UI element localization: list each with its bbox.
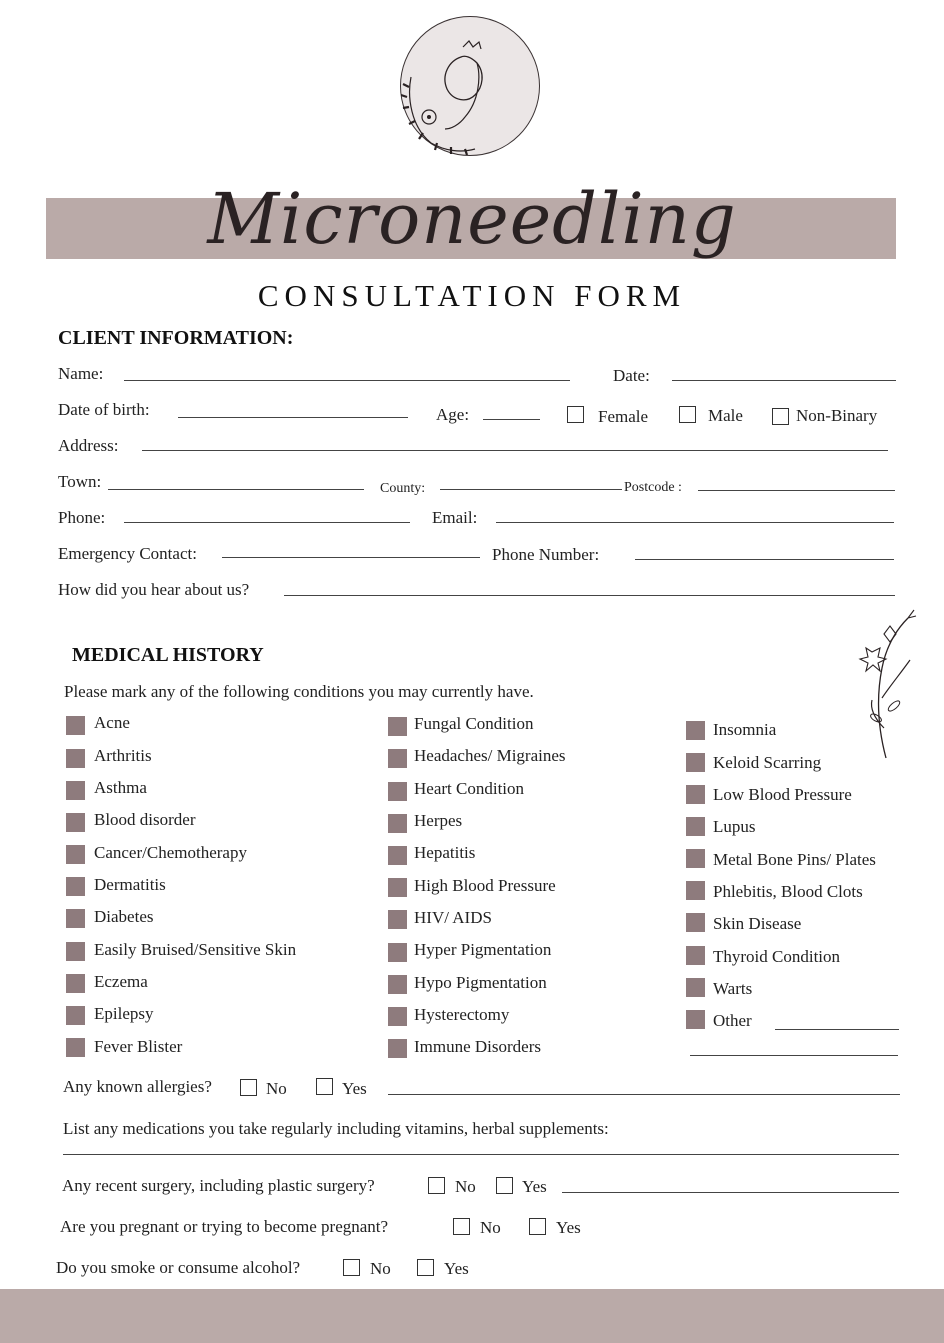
condition-label: Insomnia (713, 720, 777, 739)
condition-marker[interactable] (686, 753, 705, 772)
email-field[interactable] (496, 522, 894, 523)
condition-marker[interactable] (686, 913, 705, 932)
male-label: Male (708, 406, 743, 425)
age-field[interactable] (483, 419, 540, 420)
emergency-contact-label: Emergency Contact: (58, 544, 197, 563)
condition-marker[interactable] (66, 877, 85, 896)
form-subtitle: CONSULTATION FORM (257, 278, 687, 313)
condition-marker[interactable] (66, 749, 85, 768)
surgery-no-checkbox[interactable] (428, 1177, 445, 1194)
condition-label: Hepatitis (414, 843, 476, 862)
condition-label: Epilepsy (94, 1004, 154, 1023)
county-field[interactable] (440, 489, 622, 490)
condition-label: Easily Bruised/Sensitive Skin (94, 940, 297, 959)
nonbinary-checkbox[interactable] (772, 408, 789, 425)
postcode-field[interactable] (698, 490, 895, 491)
condition-marker[interactable] (388, 1039, 407, 1058)
address-label: Address: (58, 436, 119, 455)
condition-marker[interactable] (388, 782, 407, 801)
town-label: Town: (58, 472, 102, 491)
condition-marker[interactable] (66, 974, 85, 993)
name-field[interactable] (124, 380, 570, 381)
hear-about-label: How did you hear about us? (58, 580, 250, 599)
condition-marker[interactable] (686, 946, 705, 965)
condition-label: HIV/ AIDS (414, 908, 492, 927)
condition-label: Cancer/Chemotherapy (94, 843, 247, 862)
condition-marker[interactable] (66, 781, 85, 800)
address-field[interactable] (142, 450, 888, 451)
footer-band (0, 1289, 944, 1343)
email-label: Email: (432, 508, 478, 527)
nonbinary-label: Non-Binary (796, 406, 878, 425)
condition-label: Diabetes (94, 907, 154, 926)
condition-label: Heart Condition (414, 779, 525, 798)
female-checkbox[interactable] (567, 406, 584, 423)
face-floral-icon (401, 17, 539, 155)
smoke-no-checkbox[interactable] (343, 1259, 360, 1276)
condition-label: Hysterectomy (414, 1005, 510, 1024)
other-condition-field-2[interactable] (690, 1055, 898, 1056)
condition-label: Hypo Pigmentation (414, 973, 547, 992)
condition-label: Arthritis (94, 746, 152, 765)
surgery-field[interactable] (562, 1192, 899, 1193)
condition-label: Blood disorder (94, 810, 196, 829)
medical-history-heading: MEDICAL HISTORY (72, 644, 264, 666)
pregnant-no-checkbox[interactable] (453, 1218, 470, 1235)
dob-field[interactable] (178, 417, 408, 418)
allergies-question: Any known allergies? (63, 1077, 212, 1096)
surgery-no-label: No (455, 1177, 476, 1196)
allergies-no-label: No (266, 1079, 287, 1098)
condition-marker[interactable] (388, 814, 407, 833)
pregnant-yes-label: Yes (556, 1218, 581, 1237)
condition-marker[interactable] (686, 1010, 705, 1029)
emergency-contact-field[interactable] (222, 557, 480, 558)
condition-label: Herpes (414, 811, 463, 830)
flower-icon (850, 608, 922, 764)
condition-marker[interactable] (66, 942, 85, 961)
condition-label: Other (713, 1011, 752, 1030)
condition-marker[interactable] (66, 716, 85, 735)
phone-number-field[interactable] (635, 559, 894, 560)
pregnant-yes-checkbox[interactable] (529, 1218, 546, 1235)
condition-marker[interactable] (66, 1038, 85, 1057)
condition-marker[interactable] (686, 978, 705, 997)
condition-label: Acne (94, 713, 130, 732)
smoke-yes-checkbox[interactable] (417, 1259, 434, 1276)
condition-marker[interactable] (686, 785, 705, 804)
female-label: Female (598, 407, 649, 426)
dob-label: Date of birth: (58, 400, 150, 419)
condition-marker[interactable] (686, 849, 705, 868)
hear-about-field[interactable] (284, 595, 895, 596)
condition-label: Low Blood Pressure (713, 785, 852, 804)
smoke-no-label: No (370, 1259, 391, 1278)
script-title: Microneedling (207, 178, 737, 260)
other-condition-field[interactable] (775, 1029, 899, 1030)
condition-marker[interactable] (388, 846, 407, 865)
surgery-yes-checkbox[interactable] (496, 1177, 513, 1194)
surgery-yes-label: Yes (522, 1177, 547, 1196)
condition-marker[interactable] (388, 1007, 407, 1026)
surgery-question: Any recent surgery, including plastic surgery? (62, 1176, 375, 1195)
medications-question: List any medications you take regularly including vitamins, herbal supplements: (63, 1119, 609, 1138)
condition-marker[interactable] (388, 910, 407, 929)
condition-label: Headaches/ Migraines (414, 746, 566, 765)
condition-label: Keloid Scarring (713, 753, 822, 772)
medications-field[interactable] (63, 1154, 899, 1155)
smoke-yes-label: Yes (444, 1259, 469, 1278)
client-info-heading: CLIENT INFORMATION: (58, 327, 294, 349)
condition-label: Metal Bone Pins/ Plates (713, 850, 876, 869)
pregnant-question: Are you pregnant or trying to become pregnant? (60, 1217, 389, 1236)
condition-label: Asthma (94, 778, 147, 797)
condition-label: Hyper Pigmentation (414, 940, 552, 959)
condition-marker[interactable] (66, 1006, 85, 1025)
condition-label: Warts (713, 979, 753, 998)
condition-marker[interactable] (686, 721, 705, 740)
age-label: Age: (436, 405, 470, 424)
allergies-no-checkbox[interactable] (240, 1079, 257, 1096)
condition-marker[interactable] (686, 881, 705, 900)
condition-marker[interactable] (388, 943, 407, 962)
condition-label: Dermatitis (94, 875, 166, 894)
condition-label: Fungal Condition (414, 714, 534, 733)
logo (400, 16, 540, 156)
condition-marker[interactable] (388, 975, 407, 994)
pregnant-no-label: No (480, 1218, 501, 1237)
allergies-yes-checkbox[interactable] (316, 1078, 333, 1095)
medical-instruction: Please mark any of the following conditions you may currently have. (64, 682, 534, 701)
condition-label: Eczema (94, 972, 148, 991)
condition-label: High Blood Pressure (414, 876, 556, 895)
condition-marker[interactable] (388, 717, 407, 736)
town-field[interactable] (108, 489, 364, 490)
condition-label: Skin Disease (713, 914, 802, 933)
date-field[interactable] (672, 380, 896, 381)
condition-marker[interactable] (66, 813, 85, 832)
allergies-field[interactable] (388, 1094, 900, 1095)
condition-marker[interactable] (388, 878, 407, 897)
allergies-yes-label: Yes (342, 1079, 367, 1098)
condition-marker[interactable] (66, 909, 85, 928)
condition-label: Fever Blister (94, 1037, 183, 1056)
condition-label: Immune Disorders (414, 1037, 542, 1056)
date-label: Date: (613, 366, 650, 385)
phone-field[interactable] (124, 522, 410, 523)
postcode-label: Postcode : (624, 480, 682, 495)
county-label: County: (380, 481, 426, 496)
phone-number-label: Phone Number: (492, 545, 600, 564)
condition-marker[interactable] (66, 845, 85, 864)
condition-marker[interactable] (686, 817, 705, 836)
name-label: Name: (58, 364, 104, 383)
smoke-question: Do you smoke or consume alcohol? (56, 1258, 301, 1277)
male-checkbox[interactable] (679, 406, 696, 423)
condition-label: Phlebitis, Blood Clots (713, 882, 863, 901)
condition-marker[interactable] (388, 749, 407, 768)
phone-label: Phone: (58, 508, 106, 527)
condition-label: Lupus (713, 817, 756, 836)
condition-label: Thyroid Condition (713, 947, 841, 966)
